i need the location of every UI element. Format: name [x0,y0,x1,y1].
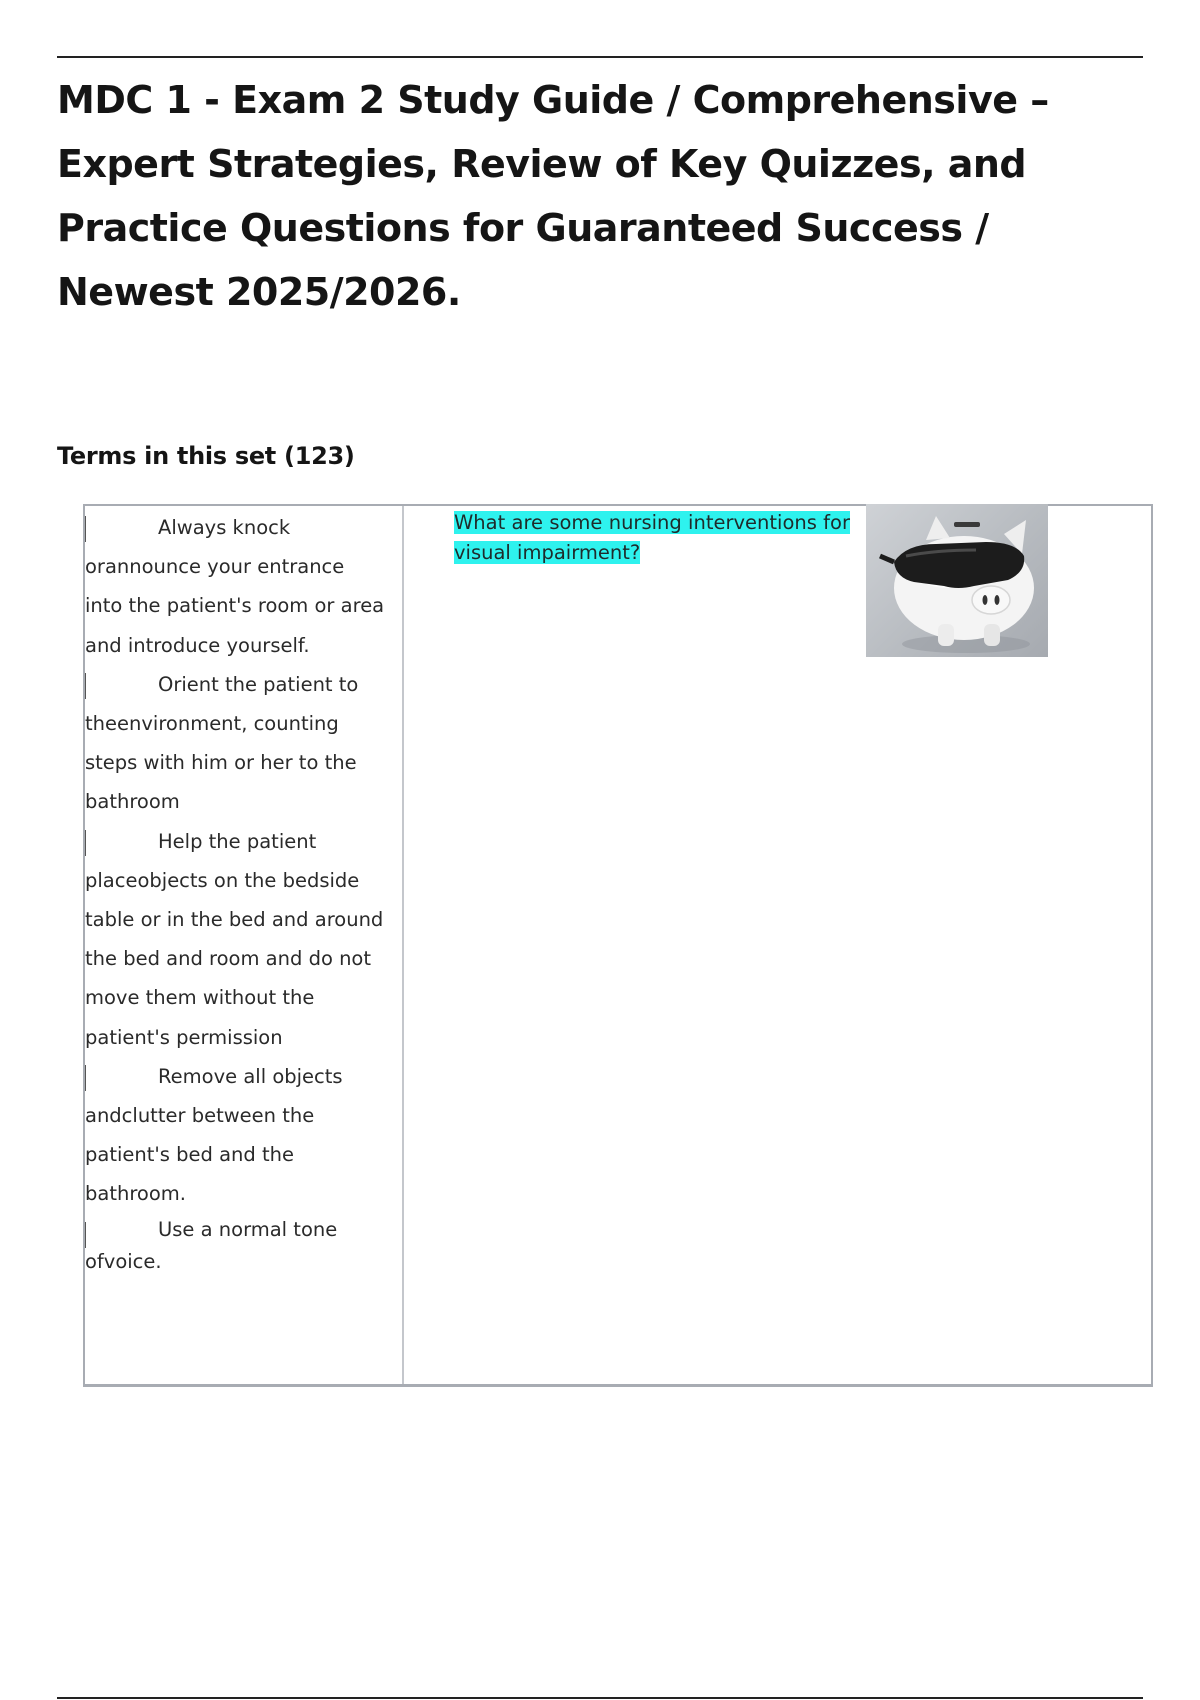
top-rule [57,56,1143,58]
term-image-graphic [866,504,1048,657]
dash-bullet-icon [85,1065,86,1091]
answer-item-text: Use a normal tone ofvoice. [85,1217,338,1273]
dash-bullet-icon [85,830,86,856]
answer-item [85,1214,385,1278]
answer-item-text: Help the patient placeobjects on the bedside table or in the bed and around the bed and room and do not move them without the patient's permission [85,829,384,1049]
terms-count-heading: Terms in this set (123) [57,442,355,470]
dash-bullet-icon [85,673,86,699]
dash-bullet-icon [85,1222,86,1248]
answer-item [85,665,385,822]
answer-item-text: Always knock orannounce your entrance into the patient's room or area and introduce yourself. [85,516,385,657]
piggy-bank-with-sleep-mask-icon [866,504,1048,657]
answer-item-text: Orient the patient to theenvironment, counting steps with him or her to the bathroom [85,672,359,814]
bottom-rule [57,1697,1143,1699]
question-text [454,508,850,568]
answer-list [85,508,385,1278]
question-highlight: What are some nursing interventions for visual impairment? [454,511,850,564]
answer-item-text: Remove all objects andclutter between the patient's bed and the bathroom. [85,1064,343,1206]
flashcard [83,504,1153,1387]
answer-item [85,1057,385,1214]
answer-item [85,822,385,1057]
dash-bullet-icon [85,516,86,542]
answer-item [85,508,385,665]
document-title: MDC 1 - Exam 2 Study Guide / Comprehensive – Expert Strategies, Review of Key Quizzes, and Practice Questions for Guaranteed Success / Newest 2025/2026. [57,78,1049,314]
column-divider [402,506,404,1384]
